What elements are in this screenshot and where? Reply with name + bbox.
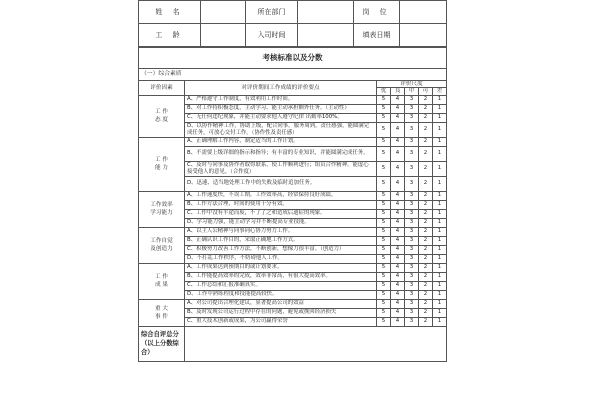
criteria-row <box>139 218 447 227</box>
score-option[interactable]: 5 <box>377 113 391 122</box>
factor-header: 评价因素 <box>139 81 185 96</box>
factor-cell: 工作自觉 及创造力 <box>139 227 185 263</box>
criteria-row <box>139 290 447 299</box>
score-option[interactable]: 1 <box>433 113 447 122</box>
score-option[interactable]: 5 <box>377 209 391 218</box>
criteria-text: B、工作能提高效率的完成，效率非常高，有很大提高效率。 <box>185 272 377 281</box>
score-option[interactable]: 3 <box>405 95 419 104</box>
score-option[interactable]: 3 <box>405 281 419 290</box>
appraisal-form <box>138 0 446 400</box>
score-option[interactable]: 2 <box>419 227 433 236</box>
score-option[interactable]: 3 <box>405 290 419 299</box>
criteria-row <box>139 137 447 146</box>
score-option[interactable]: 3 <box>405 113 419 122</box>
score-option[interactable]: 2 <box>419 209 433 218</box>
score-option[interactable]: 3 <box>405 137 419 146</box>
factor-cell: 工 作 态 度 <box>139 95 185 137</box>
criteria-row <box>139 245 447 254</box>
criteria-text: A、工作成果达到预期目的或计划要求。 <box>185 263 377 272</box>
score-option[interactable]: 3 <box>405 146 419 161</box>
score-option[interactable]: 5 <box>377 191 391 200</box>
criteria-text: A、工作速度快，不误工期，工作效率高，经常保持良好成绩。 <box>185 191 377 200</box>
score-option[interactable]: 1 <box>433 236 447 245</box>
score-option[interactable]: 2 <box>419 191 433 200</box>
criteria-row <box>139 122 447 137</box>
score-option[interactable]: 3 <box>405 236 419 245</box>
criteria-text: B、工作方法合理，时间的使用十分有效。 <box>185 200 377 209</box>
score-option[interactable]: 5 <box>377 290 391 299</box>
score-option[interactable]: 2 <box>419 308 433 317</box>
criteria-row <box>139 191 447 200</box>
score-option[interactable]: 5 <box>377 104 391 113</box>
score-option[interactable]: 3 <box>405 218 419 227</box>
score-option[interactable]: 5 <box>377 281 391 290</box>
score-option[interactable]: 3 <box>405 272 419 281</box>
criteria-text: C、重大技术创新或成果，为公司赢得荣誉 <box>185 317 377 326</box>
criteria-row <box>139 299 447 308</box>
criteria-text: D、工作中熟练程度和技能提高较快。 <box>185 290 377 299</box>
score-option[interactable]: 3 <box>405 308 419 317</box>
factor-cell: 工 作 能 力 <box>139 137 185 191</box>
section-title: （一）综合素质 <box>139 69 447 81</box>
score-option[interactable]: 4 <box>391 245 405 254</box>
score-option[interactable]: 4 <box>391 95 405 104</box>
score-option[interactable]: 4 <box>391 236 405 245</box>
score-option[interactable]: 1 <box>433 308 447 317</box>
score-option[interactable]: 1 <box>433 137 447 146</box>
fill-date-label: 填表日期 <box>354 24 400 47</box>
score-option[interactable]: 2 <box>419 272 433 281</box>
score-option[interactable]: 2 <box>419 299 433 308</box>
criteria-text: C、及时与同事及协作者取得联系，使工作顺利进行；组员合作精神，能虚心接受他人的意见。（合作度） <box>185 161 377 176</box>
score-option[interactable]: 5 <box>377 254 391 263</box>
score-option[interactable]: 1 <box>433 104 447 113</box>
criteria-row <box>139 281 447 290</box>
form-title: 考核标准以及分数 <box>139 48 447 69</box>
criteria-text: D、迅速、适当地处理工作中的失败及临时追加任务。 <box>185 176 377 191</box>
score-option[interactable]: 1 <box>433 299 447 308</box>
score-option[interactable]: 1 <box>433 281 447 290</box>
criteria-text: B、及时发现公司运行过程中存在的问题，避免或挽回经济损失 <box>185 308 377 317</box>
score-option[interactable]: 4 <box>391 263 405 272</box>
total-score-field[interactable] <box>185 326 447 361</box>
score-option[interactable]: 4 <box>391 200 405 209</box>
score-option[interactable]: 5 <box>377 299 391 308</box>
score-option[interactable]: 2 <box>419 281 433 290</box>
criteria-text: D、学习能力强，能主动学习并不断提高专业技能。 <box>185 218 377 227</box>
score-option[interactable]: 2 <box>419 104 433 113</box>
score-option[interactable]: 2 <box>419 254 433 263</box>
score-option[interactable]: 5 <box>377 218 391 227</box>
grade-average: 中 <box>405 88 419 95</box>
score-option[interactable]: 2 <box>419 146 433 161</box>
criteria-row <box>139 227 447 236</box>
criteria-text: D、以协作精神工作，协助上级，配合同事，服务周到，责任感强，能圆满完成任务，可放心交付工作。（协作性及责任感） <box>185 122 377 137</box>
score-option[interactable]: 2 <box>419 113 433 122</box>
score-option[interactable]: 4 <box>391 299 405 308</box>
score-option[interactable]: 4 <box>391 254 405 263</box>
score-option[interactable]: 1 <box>433 176 447 191</box>
criteria-row <box>139 146 447 161</box>
score-option[interactable]: 3 <box>405 209 419 218</box>
score-option[interactable]: 2 <box>419 263 433 272</box>
criteria-row <box>139 161 447 176</box>
score-option[interactable]: 1 <box>433 290 447 299</box>
post-label: 岗 位 <box>354 1 400 24</box>
score-option[interactable]: 3 <box>405 245 419 254</box>
score-option[interactable]: 3 <box>405 176 419 191</box>
criteria-text: C、积极努力改善工作方法，不断创新，想像力很丰富。（创造力） <box>185 245 377 254</box>
score-option[interactable]: 5 <box>377 161 391 176</box>
score-option[interactable]: 5 <box>377 227 391 236</box>
criteria-table <box>138 47 447 362</box>
score-option[interactable]: 4 <box>391 191 405 200</box>
score-option[interactable]: 1 <box>433 263 447 272</box>
score-option[interactable]: 5 <box>377 263 391 272</box>
criteria-row <box>139 200 447 209</box>
score-option[interactable]: 3 <box>405 299 419 308</box>
criteria-row <box>139 263 447 272</box>
score-option[interactable]: 3 <box>405 104 419 113</box>
criteria-row <box>139 209 447 218</box>
score-option[interactable]: 4 <box>391 281 405 290</box>
criteria-row <box>139 272 447 281</box>
score-option[interactable]: 1 <box>433 122 447 137</box>
dept-label: 所在部门 <box>246 1 298 24</box>
score-option[interactable]: 4 <box>391 122 405 137</box>
post-field[interactable] <box>400 1 447 24</box>
criteria-text: C、无任何违纪现象，并能主动要求他人遵守纪律 出勤率100%。 <box>185 113 377 122</box>
dept-field[interactable] <box>298 1 354 24</box>
score-option[interactable]: 4 <box>391 161 405 176</box>
score-option[interactable]: 4 <box>391 146 405 161</box>
score-option[interactable]: 5 <box>377 95 391 104</box>
criteria-text: A、正确理解工作内容，制定适当的工作计划。 <box>185 137 377 146</box>
score-option[interactable]: 2 <box>419 122 433 137</box>
score-option[interactable]: 1 <box>433 218 447 227</box>
score-option[interactable]: 5 <box>377 272 391 281</box>
header-table <box>138 0 447 47</box>
score-option[interactable]: 1 <box>433 200 447 209</box>
criteria-row <box>139 95 447 104</box>
grade-fair: 可 <box>419 88 433 95</box>
score-option[interactable]: 5 <box>377 308 391 317</box>
factor-cell: 重 大 事 件 <box>139 299 185 326</box>
score-option[interactable]: 1 <box>433 245 447 254</box>
entry-field[interactable] <box>298 24 354 47</box>
score-option[interactable]: 1 <box>433 161 447 176</box>
score-option[interactable]: 1 <box>433 254 447 263</box>
criteria-text: A、以主人公精神与同事同心协力努力工作。 <box>185 227 377 236</box>
criteria-row <box>139 113 447 122</box>
score-option[interactable]: 2 <box>419 95 433 104</box>
score-option[interactable]: 1 <box>433 95 447 104</box>
score-option[interactable]: 4 <box>391 176 405 191</box>
score-option[interactable]: 1 <box>433 146 447 161</box>
criteria-row <box>139 254 447 263</box>
score-option[interactable]: 4 <box>391 104 405 113</box>
score-option[interactable]: 3 <box>405 122 419 137</box>
criteria-text: B、正确认识工作目的，采取正确地工作方式。 <box>185 236 377 245</box>
score-option[interactable]: 5 <box>377 146 391 161</box>
score-option[interactable]: 1 <box>433 272 447 281</box>
grade-poor: 差 <box>433 88 447 95</box>
score-option[interactable]: 4 <box>391 272 405 281</box>
criteria-text: B、不需要上级详细的指示和指导；有丰富的专业知识，并能圆满完成任务。 <box>185 146 377 161</box>
name-label: 姓 名 <box>139 1 201 24</box>
score-option[interactable]: 1 <box>433 191 447 200</box>
grade-good: 良 <box>391 88 405 95</box>
seniority-field[interactable] <box>201 24 246 47</box>
points-header: 对评价期间工作成绩的评价要点 <box>185 81 377 96</box>
score-option[interactable]: 2 <box>419 317 433 326</box>
score-option[interactable]: 4 <box>391 317 405 326</box>
score-option[interactable]: 5 <box>377 176 391 191</box>
score-option[interactable]: 2 <box>419 218 433 227</box>
entry-label: 入司时间 <box>246 24 298 47</box>
fill-date-field[interactable] <box>400 24 447 47</box>
criteria-row <box>139 317 447 326</box>
score-option[interactable]: 4 <box>391 113 405 122</box>
score-option[interactable]: 2 <box>419 161 433 176</box>
score-option[interactable]: 4 <box>391 209 405 218</box>
criteria-text: A、对公司提出合理化建议，显著提高公司的效益 <box>185 299 377 308</box>
score-option[interactable]: 3 <box>405 317 419 326</box>
score-option[interactable]: 4 <box>391 218 405 227</box>
score-option[interactable]: 4 <box>391 290 405 299</box>
score-option[interactable]: 3 <box>405 200 419 209</box>
score-option[interactable]: 1 <box>433 209 447 218</box>
score-option[interactable]: 2 <box>419 245 433 254</box>
score-option[interactable]: 4 <box>391 137 405 146</box>
score-option[interactable]: 5 <box>377 137 391 146</box>
factor-cell: 工 作 成 果 <box>139 263 185 299</box>
score-option[interactable]: 2 <box>419 236 433 245</box>
total-score-label: 综合自评总分（以上分数综合） <box>139 326 185 361</box>
scale-header: 评价尺度 <box>377 81 447 88</box>
score-option[interactable]: 4 <box>391 227 405 236</box>
criteria-text: D、不打乱工作秩序，不妨碍他人工作。 <box>185 254 377 263</box>
score-option[interactable]: 2 <box>419 176 433 191</box>
criteria-row <box>139 176 447 191</box>
score-option[interactable]: 2 <box>419 137 433 146</box>
score-option[interactable]: 1 <box>433 227 447 236</box>
score-option[interactable]: 4 <box>391 308 405 317</box>
name-field[interactable] <box>201 1 246 24</box>
criteria-row <box>139 104 447 113</box>
score-option[interactable]: 5 <box>377 122 391 137</box>
score-option[interactable]: 3 <box>405 191 419 200</box>
score-option[interactable]: 1 <box>433 317 447 326</box>
score-option[interactable]: 2 <box>419 290 433 299</box>
factor-cell: 工作效率 学习能力 <box>139 191 185 227</box>
score-option[interactable]: 3 <box>405 254 419 263</box>
score-option[interactable]: 3 <box>405 161 419 176</box>
criteria-text: B、对工作持积极态度，主动学习、能主动承担额外任务。（主动性） <box>185 104 377 113</box>
grade-excellent: 优 <box>377 88 391 95</box>
criteria-text: A、严格遵守工作制度，有效利用工作时间。 <box>185 95 377 104</box>
criteria-row <box>139 308 447 317</box>
score-option[interactable]: 5 <box>377 236 391 245</box>
score-option[interactable]: 2 <box>419 200 433 209</box>
score-option[interactable]: 3 <box>405 227 419 236</box>
score-option[interactable]: 3 <box>405 263 419 272</box>
criteria-row <box>139 236 447 245</box>
criteria-text: C、工作总结和汇报准确真实。 <box>185 281 377 290</box>
criteria-text: C、工作中没有半途而废，不了了之和造成后遗症的现象。 <box>185 209 377 218</box>
score-option[interactable]: 5 <box>377 245 391 254</box>
score-option[interactable]: 5 <box>377 200 391 209</box>
seniority-label: 工 龄 <box>139 24 201 47</box>
score-option[interactable]: 5 <box>377 317 391 326</box>
